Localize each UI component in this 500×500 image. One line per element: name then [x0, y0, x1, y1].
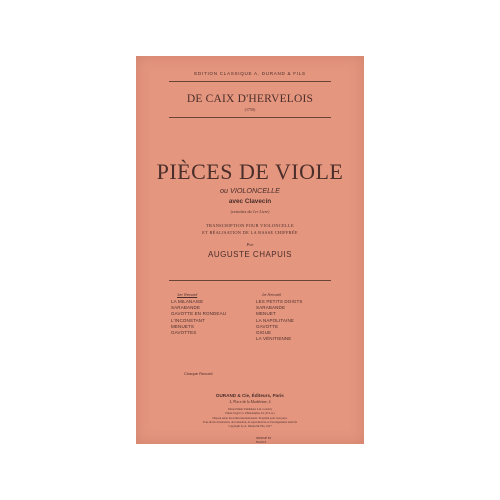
- page-title: PIÈCES DE VIOLE: [156, 159, 344, 184]
- transcription-line-2: ET RÉALISATION DE LA BASSE CHIFFRÉE: [202, 230, 298, 235]
- par-label: Par: [246, 242, 254, 247]
- print-stamp-line-1: IMPRIMÉ EN: [256, 437, 272, 440]
- divider-rule: [169, 117, 331, 118]
- print-stamp-line-2: FRANCE: [256, 441, 267, 444]
- list-item: GIGUE: [256, 330, 272, 336]
- publisher-address: 4, Place de la Madeleine, 4: [229, 400, 271, 404]
- recueil-2-header: 2e Recueil: [262, 292, 281, 297]
- list-item: MENUETS: [171, 323, 195, 329]
- composer-dates: (1750): [244, 107, 256, 112]
- publisher-name: DURAND & Cie, Éditeurs, Paris: [216, 393, 284, 398]
- list-item: GAVOTTE: [256, 323, 279, 329]
- arranger-name: AUGUSTE CHAPUIS: [208, 250, 292, 259]
- agents-line-1: United Music Publishers Ltd, London;: [227, 407, 273, 411]
- list-item: LA NAPOLITAINE: [256, 317, 295, 323]
- list-item: GAVOTTE EN RONDEAU: [171, 311, 227, 317]
- list-item: GAVOTTES: [171, 330, 197, 336]
- subtitle-instrument: ou VIOLONCELLE: [220, 186, 280, 195]
- divider-rule: [169, 81, 331, 82]
- edition-header: EDITION CLASSIQUE A. DURAND & FILS: [194, 71, 306, 76]
- composer-name: DE CAIX D'HERVELOIS: [186, 93, 314, 105]
- list-item: SARABANDE: [171, 305, 201, 311]
- list-item: SARABANDE: [256, 305, 286, 311]
- list-item: LA VÉNITIENNE: [256, 336, 292, 342]
- list-item: MENUET: [256, 311, 276, 317]
- agents-line-2: Elkan-Vogel Co, Philadelphia, Pa (U.S.A.): [225, 411, 275, 415]
- list-item: LES PETITS DOIGTS: [256, 299, 303, 304]
- list-item: LA MILANAISE: [171, 299, 204, 304]
- source-note: (extraites du 1er Livre): [230, 209, 270, 214]
- subtitle-accompaniment: avec Clavecin: [228, 198, 272, 205]
- recueil-1-header: 1er Recueil: [177, 292, 198, 297]
- legal-line-2: Tous droits d'exécution, de traduction, de reproduction et d'arrangements réservés: [202, 420, 298, 424]
- copyright-line: Copyright by A. Durand & Fils, 1917: [228, 424, 272, 428]
- price-note: Chaque Recueil: [184, 371, 213, 376]
- list-item: L'INCONSTANT: [171, 317, 206, 323]
- transcription-line-1: TRANSCRIPTION POUR VIOLONCELLE: [206, 223, 294, 228]
- recueil-1-list: [171, 292, 261, 336]
- recueil-2-list: [256, 292, 346, 342]
- legal-line-1: Déposé selon les traités internationaux. Propriété pour tous pays.: [212, 416, 288, 420]
- score-cover: [136, 56, 364, 444]
- divider-rule: [169, 280, 331, 281]
